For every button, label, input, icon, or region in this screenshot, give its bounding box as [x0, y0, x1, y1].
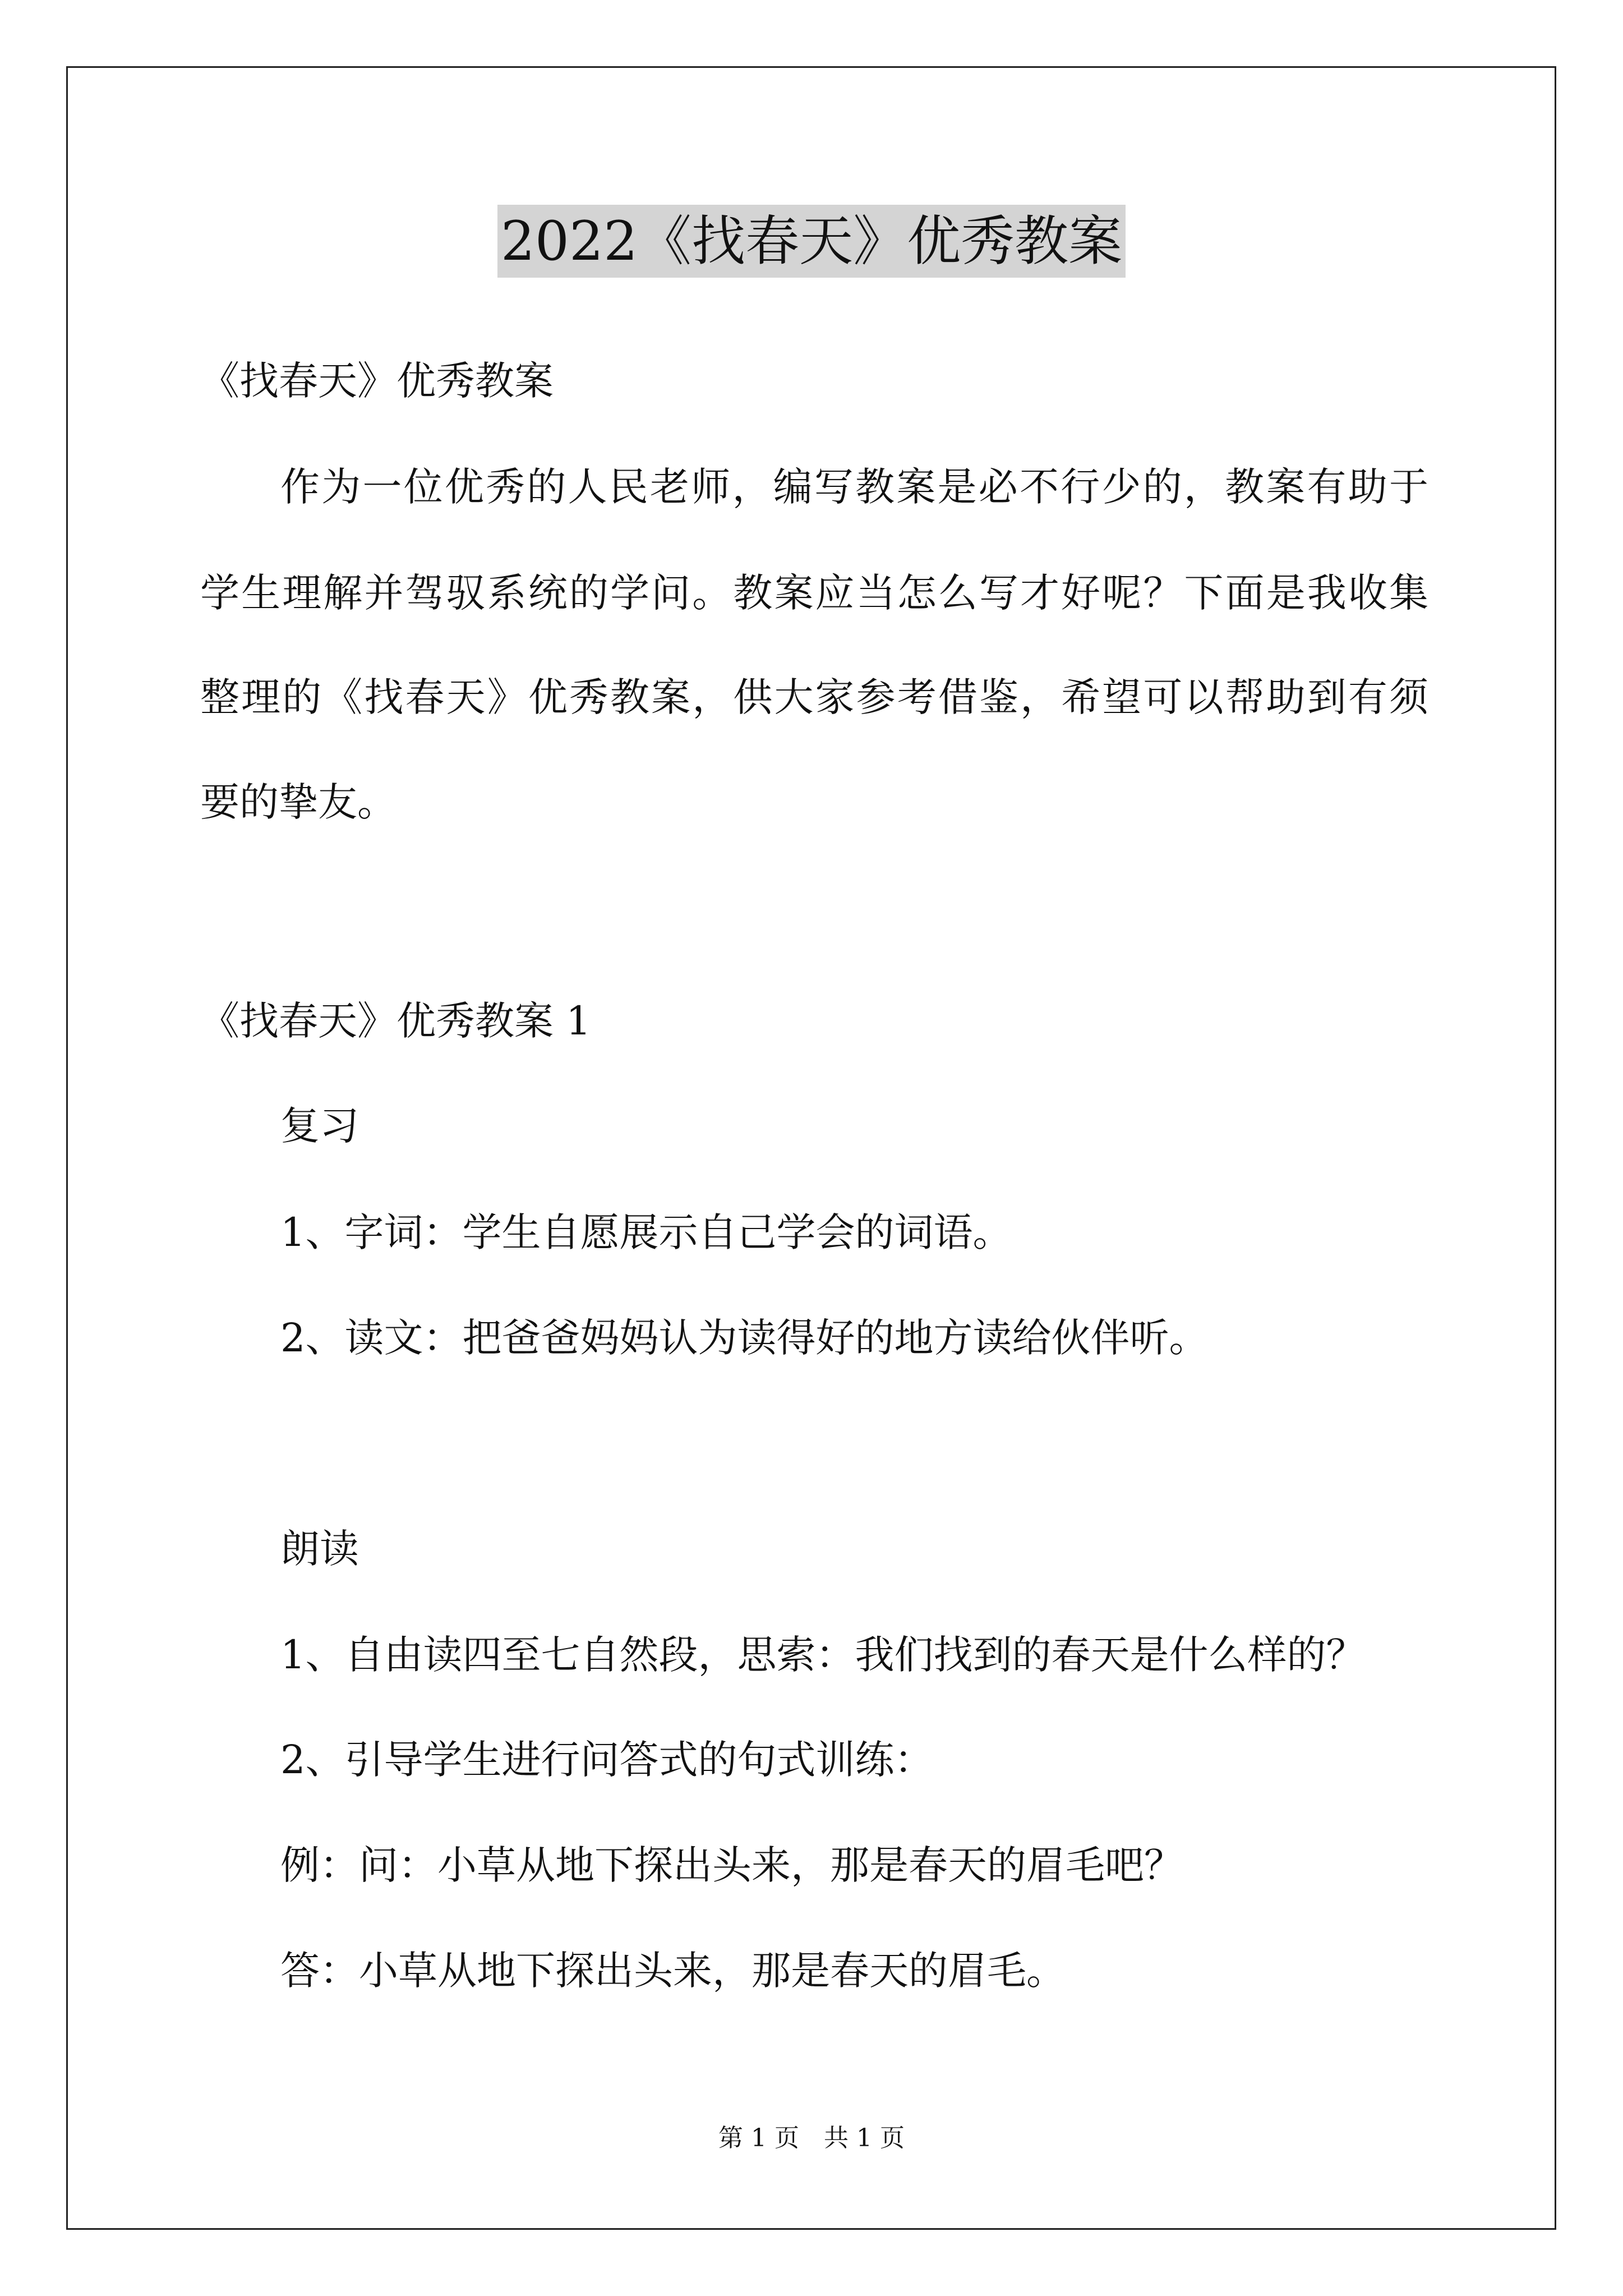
review-heading: 复习	[280, 1103, 359, 1149]
document-title: 2022《找春天》优秀教案	[0, 205, 1623, 278]
page-footer: 第 1 页 共 1 页	[718, 2124, 905, 2152]
document-subtitle: 《找春天》优秀教案	[200, 358, 554, 404]
intro-line: 整理的《找春天》优秀教案，供大家参考借鉴，希望可以帮助到有须	[200, 674, 1428, 720]
section-title: 《找春天》优秀教案 1	[200, 998, 591, 1044]
reading-item: 答：小草从地下探出头来，那是春天的眉毛。	[280, 1948, 1066, 1994]
reading-item: 2、引导学生进行问答式的句式训练：	[280, 1737, 934, 1783]
intro-line: 学生理解并驾驭系统的学问。教案应当怎么写才好呢？下面是我收集	[200, 570, 1428, 616]
intro-line: 要的挚友。	[200, 779, 396, 825]
reading-item: 例：问：小草从地下探出头来，那是春天的眉毛吧？	[280, 1842, 1183, 1888]
intro-line: 作为一位优秀的人民老师，编写教案是必不行少的，教案有助于	[280, 464, 1428, 510]
reading-heading: 朗读	[280, 1526, 359, 1572]
review-item: 2、读文：把爸爸妈妈认为读得好的地方读给伙伴听。	[280, 1315, 1209, 1361]
reading-item: 1、自由读四至七自然段，思索：我们找到的春天是什么样的？	[280, 1632, 1366, 1678]
review-item: 1、字词：学生自愿展示自己学会的词语。	[280, 1209, 1012, 1255]
